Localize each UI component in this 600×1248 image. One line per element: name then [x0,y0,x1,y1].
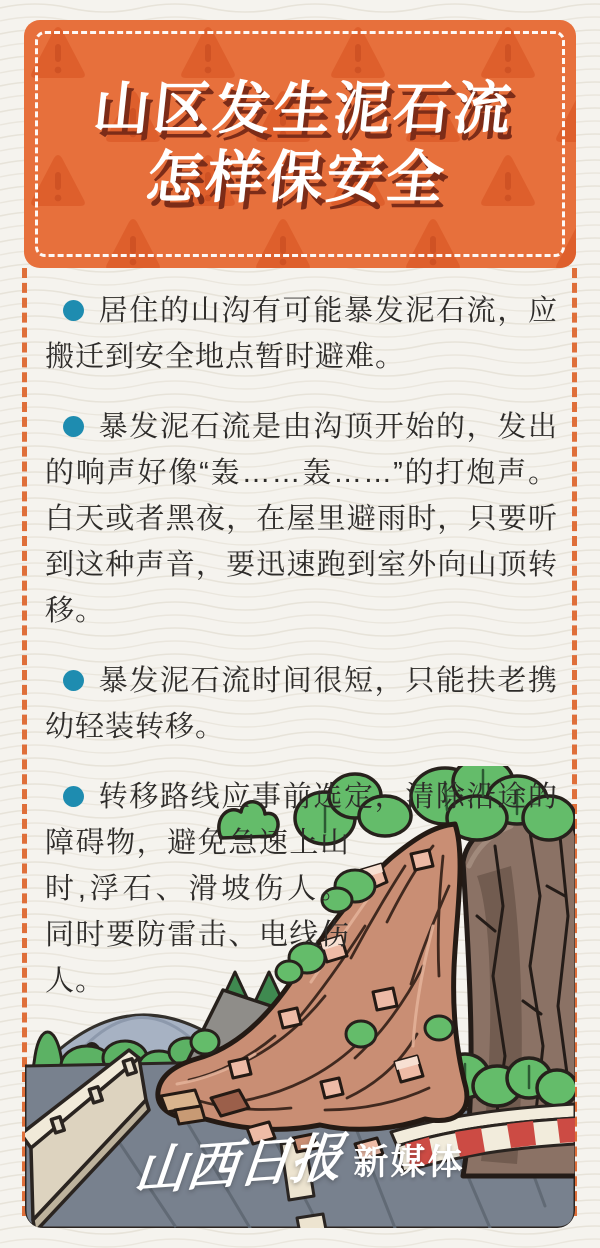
list-item-text: 居住的山沟有可能暴发泥石流，应搬迁到安全地点暂时避难。 [45,295,558,373]
bullet-icon [63,786,84,807]
list-item [45,288,558,380]
title-line-1: 山区发生泥石流 [90,77,518,142]
list-item [45,658,558,750]
list-item-text: 转移路线应事前选定，清除沿途的障碍物，避免急速上山时,浮石、滑坡伤人。同时要防雷击、电线伤人。 [45,781,558,997]
footer-logo [130,1122,470,1203]
page-title [24,20,576,268]
logo-suffix-text: 新媒体 [353,1142,465,1182]
header-card [24,20,576,268]
list-item-text: 暴发泥石流是由沟顶开始的，发出的响声好像“轰……轰……”的打炮声。白天或者黑夜，在屋里避雨时，只要听到这种声音，要迅速跑到室外向山顶转移。 [45,411,558,627]
bullet-icon [63,670,84,691]
list-item-text: 暴发泥石流时间很短，只能扶老携幼轻装转移。 [45,665,558,743]
list-item [45,404,558,634]
logo-script-text: 山西日报 [131,1126,346,1203]
bullet-icon [63,300,84,321]
bullet-list [45,288,558,1028]
title-line-2: 怎样保安全 [143,146,450,210]
bullet-icon [63,416,84,437]
list-item [45,774,558,1004]
